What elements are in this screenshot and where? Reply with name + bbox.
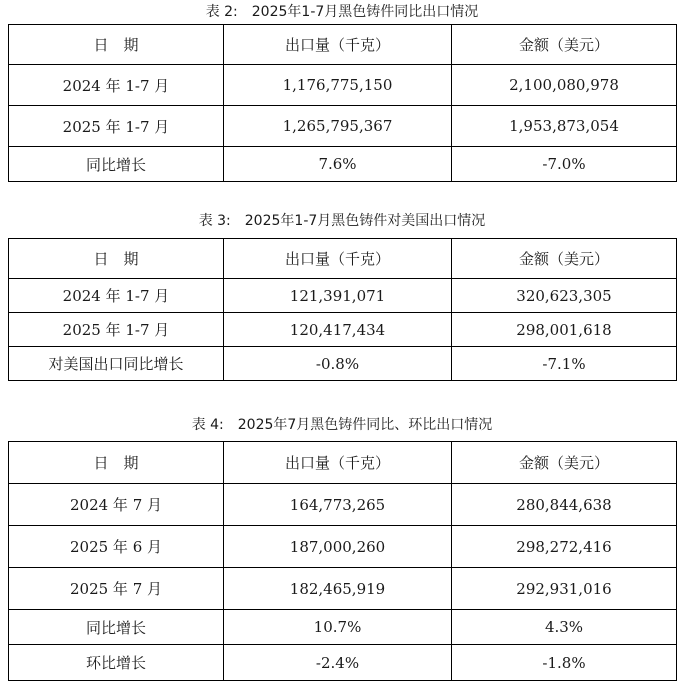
- table-row: [9, 526, 677, 568]
- row-qty: 10.7%: [224, 610, 452, 645]
- table-row: [9, 313, 677, 347]
- header-date: 日 期: [9, 442, 224, 484]
- row-label: 2025 年 1-7 月: [9, 313, 224, 347]
- row-label: 环比增长: [9, 645, 224, 681]
- row-label: 2025 年 7 月: [9, 568, 224, 610]
- table-row: [9, 484, 677, 526]
- row-label: 2024 年 1-7 月: [9, 279, 224, 313]
- table-row: [9, 610, 677, 645]
- table-2: [8, 24, 677, 182]
- header-export-qty: 出口量（千克）: [224, 25, 452, 65]
- row-amount: 1,953,873,054: [452, 106, 677, 147]
- table-2-caption: 表 2: 2025年1-7月黑色铸件同比出口情况: [205, 4, 479, 20]
- row-amount: -1.8%: [452, 645, 677, 681]
- row-label: 同比增长: [9, 147, 224, 182]
- row-qty: 182,465,919: [224, 568, 452, 610]
- row-amount: 320,623,305: [452, 279, 677, 313]
- row-amount: 292,931,016: [452, 568, 677, 610]
- table-3: [8, 238, 677, 381]
- row-amount: 280,844,638: [452, 484, 677, 526]
- row-label: 2025 年 6 月: [9, 526, 224, 568]
- table-header-row: [9, 25, 677, 65]
- row-amount: 298,272,416: [452, 526, 677, 568]
- row-qty: 1,176,775,150: [224, 65, 452, 106]
- table-row: [9, 65, 677, 106]
- header-amount: 金额（美元）: [452, 239, 677, 279]
- row-amount: 298,001,618: [452, 313, 677, 347]
- row-qty: -0.8%: [224, 347, 452, 381]
- row-qty: 164,773,265: [224, 484, 452, 526]
- table-row: [9, 106, 677, 147]
- header-amount: 金额（美元）: [452, 442, 677, 484]
- row-qty: 120,417,434: [224, 313, 452, 347]
- row-amount: -7.1%: [452, 347, 677, 381]
- header-date: 日 期: [9, 239, 224, 279]
- row-amount: -7.0%: [452, 147, 677, 182]
- row-label: 2024 年 7 月: [9, 484, 224, 526]
- row-qty: 7.6%: [224, 147, 452, 182]
- table-3-caption: 表 3: 2025年1-7月黑色铸件对美国出口情况: [198, 213, 486, 229]
- row-amount: 4.3%: [452, 610, 677, 645]
- table-row: [9, 645, 677, 681]
- row-label: 对美国出口同比增长: [9, 347, 224, 381]
- table-row: [9, 279, 677, 313]
- row-qty: 121,391,071: [224, 279, 452, 313]
- row-qty: 187,000,260: [224, 526, 452, 568]
- table-header-row: [9, 442, 677, 484]
- header-date: 日 期: [9, 25, 224, 65]
- row-qty: 1,265,795,367: [224, 106, 452, 147]
- row-label: 同比增长: [9, 610, 224, 645]
- header-amount: 金额（美元）: [452, 25, 677, 65]
- row-amount: 2,100,080,978: [452, 65, 677, 106]
- table-row: [9, 147, 677, 182]
- table-row: [9, 568, 677, 610]
- row-label: 2024 年 1-7 月: [9, 65, 224, 106]
- header-export-qty: 出口量（千克）: [224, 239, 452, 279]
- row-label: 2025 年 1-7 月: [9, 106, 224, 147]
- table-header-row: [9, 239, 677, 279]
- header-export-qty: 出口量（千克）: [224, 442, 452, 484]
- table-4-caption: 表 4: 2025年7月黑色铸件同比、环比出口情况: [191, 417, 493, 433]
- table-row: [9, 347, 677, 381]
- row-qty: -2.4%: [224, 645, 452, 681]
- table-4: [8, 441, 677, 681]
